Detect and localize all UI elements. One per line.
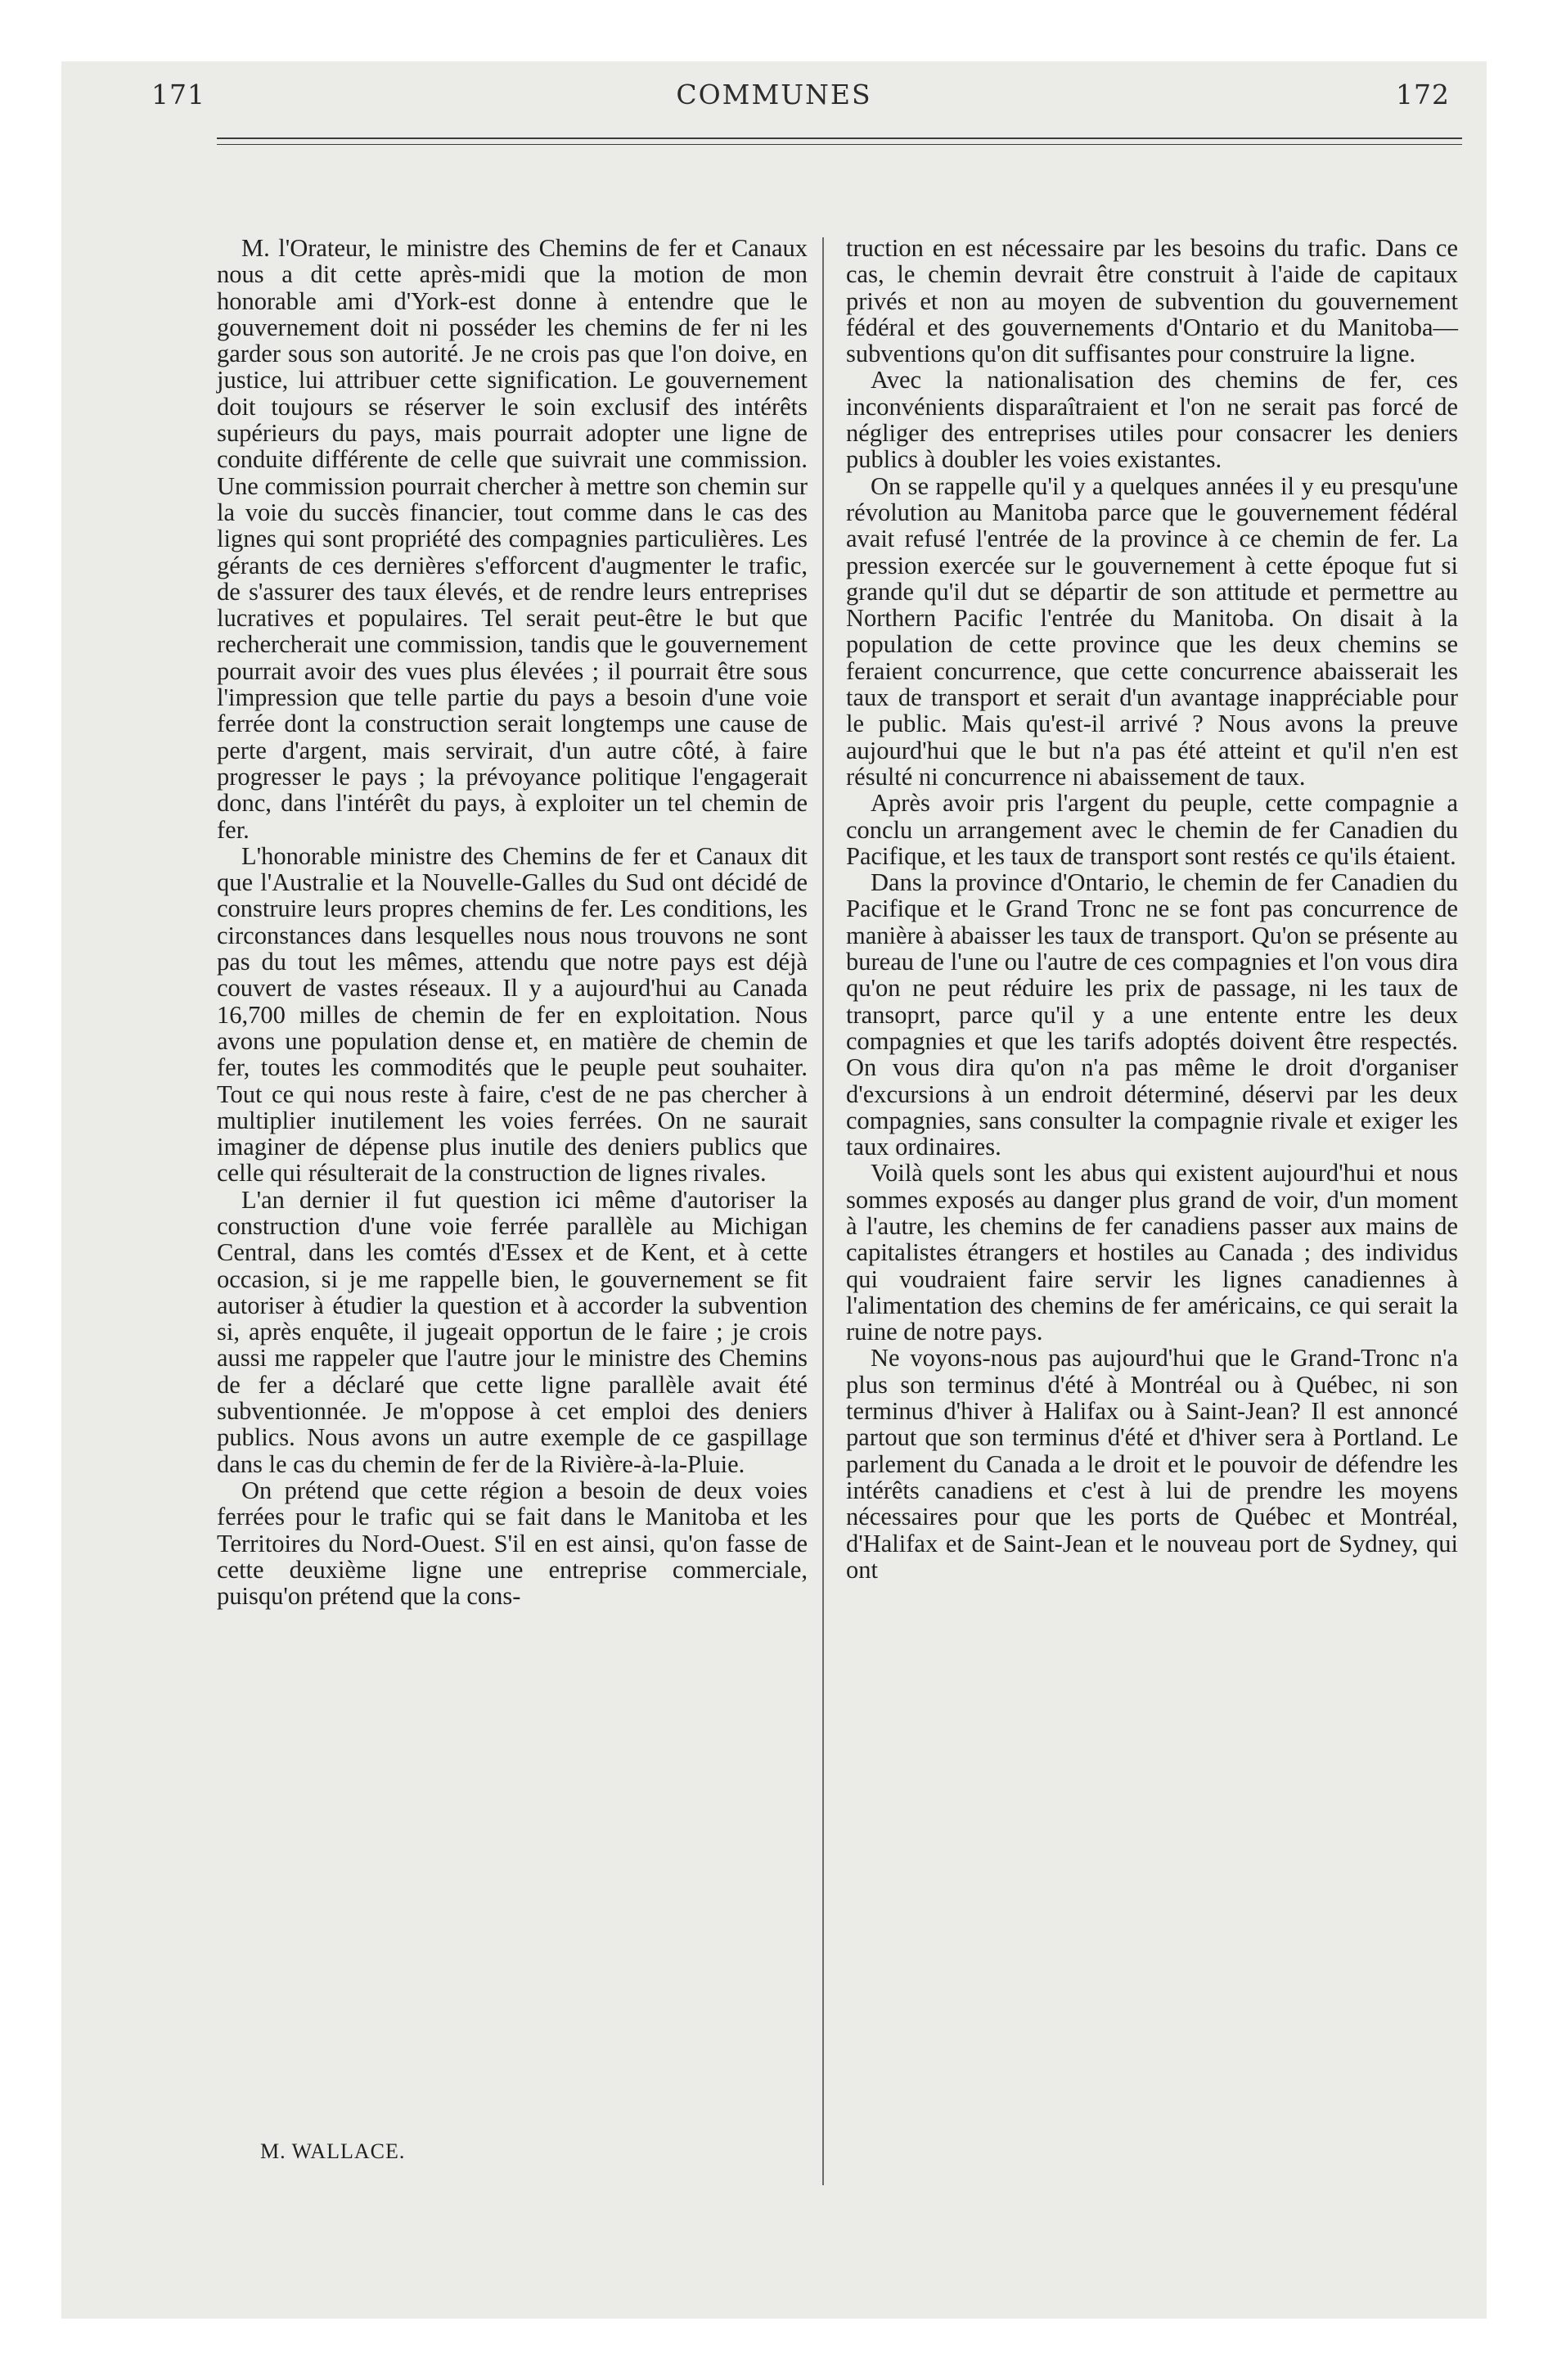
paragraph: Dans la province d'Ontario, le chemin de fer Canadien du Pacifique et le Grand Tronc ne se font pas concurrence de manière à abaisser les taux de transport. Qu'on se présente au bureau de l'une ou l'autre de ces compagnies et l'on vous dira qu'on ne peut réduire les prix de passage, ni les taux de transoprt, parce qu'il y a une entente entre les deux compagnies et que les tarifs adoptés doivent être respectés. On vous dira qu'on n'a pas même le droit d'organiser d'excursions à un endroit déterminé, déservi par les deux compagnies, sans consulter la compagnie rivale et exiger les taux ordinaires. [846, 868, 1458, 1161]
paragraph: truction en est nécessaire par les besoins du trafic. Dans ce cas, le chemin devrait être construit à l'aide de capitaux privés et non au moyen de subvention du gouvernement fédéral et des gouvernements d'Ontario et du Manitoba—subventions qu'on dit suffisantes pour construire la ligne. [846, 234, 1458, 368]
paragraph: Ne voyons-nous pas aujourd'hui que le Grand-Tronc n'a plus son terminus d'été à Montréal ou à Québec, ni son terminus d'hiver à Halifax ou à Saint-Jean? Il est annoncé partout que son terminus d'été et d'hiver sera à Portland. Le parlement du Canada a le droit et le pouvoir de défendre les intérêts canadiens et c'est à lui de prendre les moyens nécessaires pour que les ports de Québec et Montréal, d'Halifax et de Saint-Jean et le nouveau port de Sydney, qui ont [846, 1344, 1458, 1584]
paragraph: M. l'Orateur, le ministre des Chemins de fer et Canaux nous a dit cette après-midi que la motion de mon honorable ami d'York-est donne à entendre que le gouvernement doit ni posséder les chemins de fer ni les garder sous son autorité. Je ne crois pas que l'on doive, en justice, lui attribuer cette signification. Le gouvernement doit toujours se réserver le soin exclusif des intérêts supérieurs du pays, mais pourrait adopter une ligne de conduite différente de celle que suivrait une commission. Une commission pourrait chercher à mettre son chemin sur la voie du succès financier, tout comme dans le cas des lignes qui sont propriété des compagnies particulières. Les gérants de ces dernières s'efforcent d'augmenter le trafic, de s'assurer des taux élevés, et de rendre leurs entreprises lucratives et populaires. Tel serait peut-être le but que rechercherait une commission, tandis que le gouvernement pourrait avoir des vues plus élevées ; il pourrait être sous l'impression que telle partie du pays a besoin d'une voie ferrée dont la construction serait longtemps une cause de perte d'argent, mais servirait, d'un autre côté, à faire progresser le pays ; la prévoyance politique l'engagerait donc, dans l'intérêt du pays, à exploiter un tel chemin de fer. [217, 234, 808, 844]
column-divider [822, 237, 824, 2185]
paragraph: L'an dernier il fut question ici même d'autoriser la construction d'une voie ferrée parallèle au Michigan Central, dans les comtés d'Essex et de Kent, et à cette occasion, si je me rappelle bien, le gouvernement se fit autoriser à étudier la question et à accorder la subvention si, après enquête, il jugeait opportun de le faire ; je crois aussi me rappeler que l'autre jour le ministre des Chemins de fer a déclaré que cette ligne parallèle avait été subventionnée. Je m'oppose à cet emploi des deniers publics. Nous avons un autre exemple de ce gaspillage dans le cas du chemin de fer de la Rivière-à-la-Pluie. [217, 1185, 808, 1478]
running-title: COMMUNES [676, 79, 872, 110]
left-column [217, 235, 808, 1609]
left-page-number: 171 [151, 79, 205, 110]
paragraph: Avec la nationalisation des chemins de fer, ces inconvénients disparaîtraient et l'on ne serait pas forcé de négliger des entreprises utiles pour consacrer les deniers publics à doubler les voies existantes. [846, 366, 1458, 474]
right-page-number: 172 [1396, 79, 1450, 110]
speaker-footer: M. WALLACE. [260, 2139, 406, 2163]
paragraph: On se rappelle qu'il y a quelques années il y eu presqu'une révolution au Manitoba parce que le gouvernement fédéral avait refusé l'entrée de la province à ce chemin de fer. La pression exercée sur le gouvernement à cette époque fut si grande qu'il dut se départir de son attitude et permettre au Northern Pacific l'entrée du Manitoba. On disait à la population de cette province que les deux chemins se feraient concurrence, que cette concurrence abaisserait les taux de transport et serait d'un avantage inappréciable pour le public. Mais qu'est-il arrivé ? Nous avons la preuve aujourd'hui que le but n'a pas été atteint et qu'il n'en est résulté ni concurrence ni abaissement de taux. [846, 471, 1458, 791]
paragraph: On prétend que cette région a besoin de deux voies ferrées pour le trafic qui se fait dans le Manitoba et les Territoires du Nord-Ouest. S'il en est ainsi, qu'on fasse de cette deuxième ligne une entreprise commerciale, puisqu'on prétend que la cons- [217, 1476, 808, 1611]
paragraph: L'honorable ministre des Chemins de fer et Canaux dit que l'Australie et la Nouvelle-Galles du Sud ont décidé de construire leurs propres chemins de fer. Les conditions, les circonstances dans lesquelles nous nous trouvons ne sont pas du tout les mêmes, attendu que notre pays est déjà couvert de vastes réseaux. Il y a aujourd'hui au Canada 16,700 milles de chemin de fer en exploitation. Nous avons une population dense et, en matière de chemin de fer, toutes les commodités que le peuple peut souhaiter. Tout ce qui nous reste à faire, c'est de ne pas chercher à multiplier inutilement les voies ferrées. On ne saurait imaginer de dépense plus inutile des deniers publics que celle qui résulterait de la construction de lignes rivales. [217, 841, 808, 1188]
paragraph: Voilà quels sont les abus qui existent aujourd'hui et nous sommes exposés au danger plus grand de voir, d'un moment à l'autre, les chemins de fer canadiens passer aux mains de capitalistes étrangers et hostiles au Canada ; des individus qui voudraient faire servir les lignes canadiennes à l'alimentation des chemins de fer américains, ce qui serait la ruine de notre pays. [846, 1159, 1458, 1346]
right-column [846, 235, 1458, 1583]
header-rule [217, 137, 1462, 139]
header-rule-thin [217, 144, 1462, 145]
paragraph: Après avoir pris l'argent du peuple, cette compagnie a conclu un arrangement avec le chemin de fer Canadien du Pacifique, et les taux de transport sont restés ce qu'ils étaient. [846, 789, 1458, 870]
